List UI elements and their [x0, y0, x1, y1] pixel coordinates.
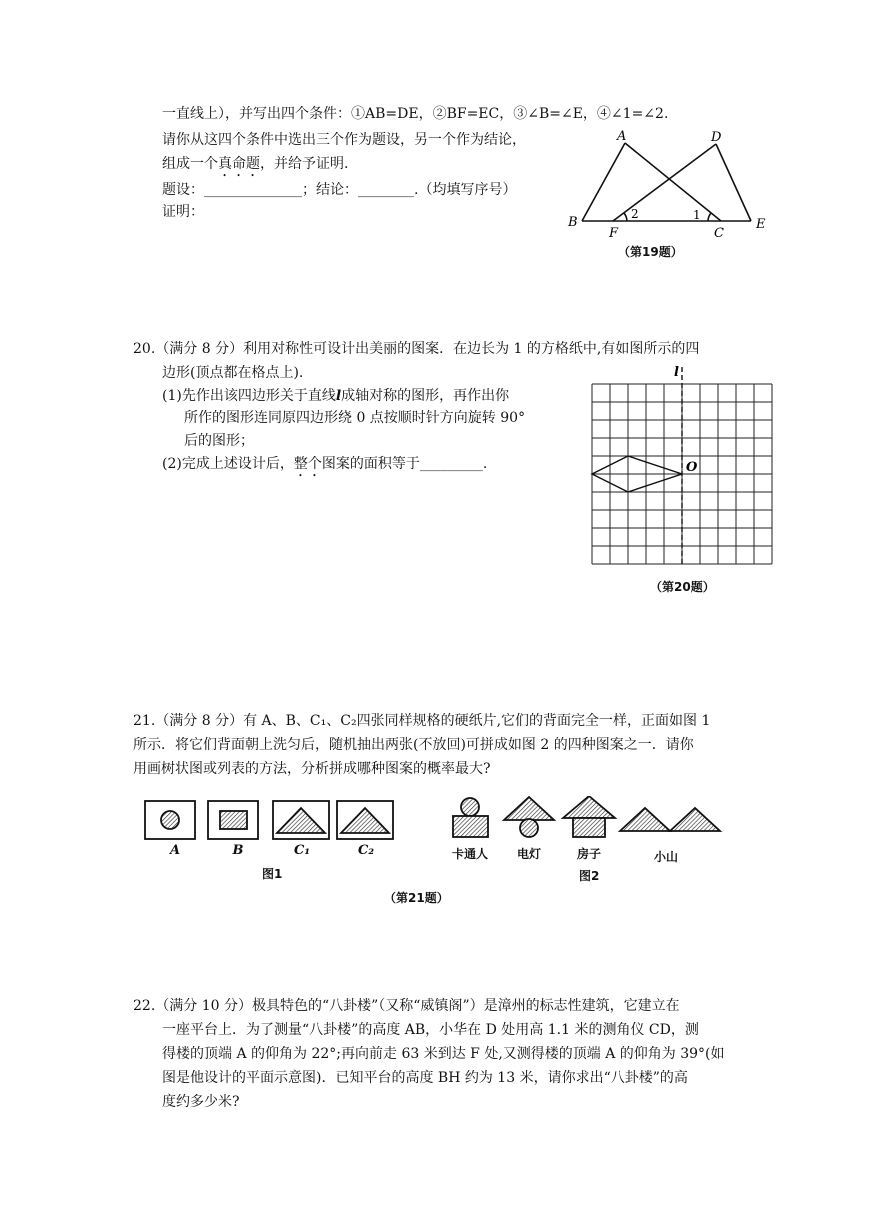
card-a-circle	[161, 811, 179, 829]
card-label-b: B	[232, 843, 244, 858]
house-body	[573, 818, 605, 837]
q21-line1: 21.（满分 8 分）有 A、B、C₁、C₂四张同样规格的硬纸片,它们的背面完全一样，正面如图 1	[133, 713, 711, 729]
q22-line1: 22.（满分 10 分）极具特色的“八卦楼”（又称“威镇阁”）是漳州的标志性建筑，它建立在	[133, 998, 680, 1014]
label-angle-2: 2	[631, 207, 639, 221]
fig2-caption: 图2	[579, 869, 600, 883]
label-b: B	[568, 215, 578, 230]
line-de	[716, 144, 751, 221]
q20-figure	[586, 364, 776, 570]
q19-line4: 题设：______________；结论：________.（均填写序号）	[162, 182, 517, 198]
q19-line3-c: ，并给予证明.	[260, 156, 349, 172]
q20-line2: 边形(顶点都在格点上).	[162, 365, 304, 381]
q20-sub2-b: 图案的面积等于_________.	[321, 456, 488, 472]
lamp-bulb	[520, 819, 538, 837]
card-b-rect	[220, 811, 247, 829]
angle-1-arc	[708, 213, 711, 221]
q19-line5: 证明：	[162, 204, 204, 220]
q22-line4: 图是他设计的平面示意图)．已知平台的高度 BH 约为 13 米，请你求出“八卦楼”的高	[162, 1070, 688, 1086]
q19-line3-emph: 真命题	[218, 156, 260, 172]
q21-line3: 用画树状图或列表的方法，分析拼成哪种图案的概率最大?	[133, 761, 491, 777]
pattern-label-cartoon: 卡通人	[451, 847, 488, 861]
q20-line1: 20.（满分 8 分）利用对称性可设计出美丽的图案．在边长为 1 的方格纸中,有如图所示的四	[133, 341, 700, 357]
q19-line3	[162, 154, 348, 180]
angle-2-arc	[624, 213, 627, 221]
pattern-label-lamp: 电灯	[516, 847, 541, 861]
q19-line2: 请你从这四个条件中选出三个作为题设，另一个作为结论，	[162, 132, 526, 148]
cartoon-head	[461, 798, 479, 816]
label-c: C	[714, 226, 724, 241]
card-label-a: A	[169, 843, 181, 858]
q21-caption: （第21题）	[384, 891, 449, 905]
label-angle-1: 1	[693, 208, 701, 222]
label-e: E	[756, 217, 766, 232]
label-l: l	[674, 365, 679, 380]
fig1-caption: 图1	[262, 867, 283, 881]
label-a: A	[617, 129, 627, 144]
hill-right	[670, 808, 720, 831]
q20-sub2	[162, 454, 487, 480]
q19-line1: 一直线上），并写出四个条件：①AB=DE，②BF=EC，③∠B=∠E，④∠1=∠2.	[162, 106, 669, 122]
q22-line5: 度约多少米?	[162, 1094, 240, 1110]
card-label-c2: C₂	[357, 843, 375, 858]
line-ac	[625, 143, 721, 221]
label-f: F	[609, 226, 619, 241]
q20-sub1	[162, 386, 509, 406]
lamp-shade	[504, 797, 554, 820]
q20-sub1-line2: 所作的图形连同原四边形绕 0 点按顺时针方向旋转 90°	[184, 410, 526, 426]
cartoon-body	[453, 816, 488, 837]
q20-sub2-emph: 整个	[293, 456, 322, 472]
q20-sub2-a: (2)完成上述设计后，	[162, 456, 294, 472]
q19-caption: （第19题）	[618, 245, 683, 259]
pattern-label-house: 房子	[576, 847, 601, 861]
q20-sub1-l: l	[335, 388, 342, 404]
card-label-c1: C₁	[293, 843, 311, 858]
q22-line3: 得楼的顶端 A 的仰角为 22°;再向前走 63 米到达 F 处,又测得楼的顶端 A 的仰角为 39°(如	[162, 1046, 725, 1062]
house-roof	[563, 796, 615, 818]
label-d: D	[711, 130, 722, 145]
line-ba	[582, 143, 625, 221]
q20-sub1-a: (1)先作出该四边形关于直线	[162, 388, 336, 404]
hill-left	[620, 808, 670, 831]
q21-line2: 所示．将它们背面朝上洗匀后，随机抽出两张(不放回)可拼成如图 2 的四种图案之一．请你	[133, 737, 694, 753]
q19-line3-a: 组成一个	[162, 156, 218, 172]
q20-sub1-b: 成轴对称的图形，再作出你	[341, 388, 510, 404]
pattern-label-hill: 小山	[653, 850, 678, 864]
q22-line2: 一座平台上．为了测量“八卦楼”的高度 AB，小华在 D 处用高 1.1 米的测角仪 CD，测	[162, 1022, 699, 1038]
label-o: O	[686, 460, 698, 475]
q20-sub1-line3: 后的图形；	[184, 433, 254, 449]
q20-caption: （第20题）	[650, 580, 715, 594]
